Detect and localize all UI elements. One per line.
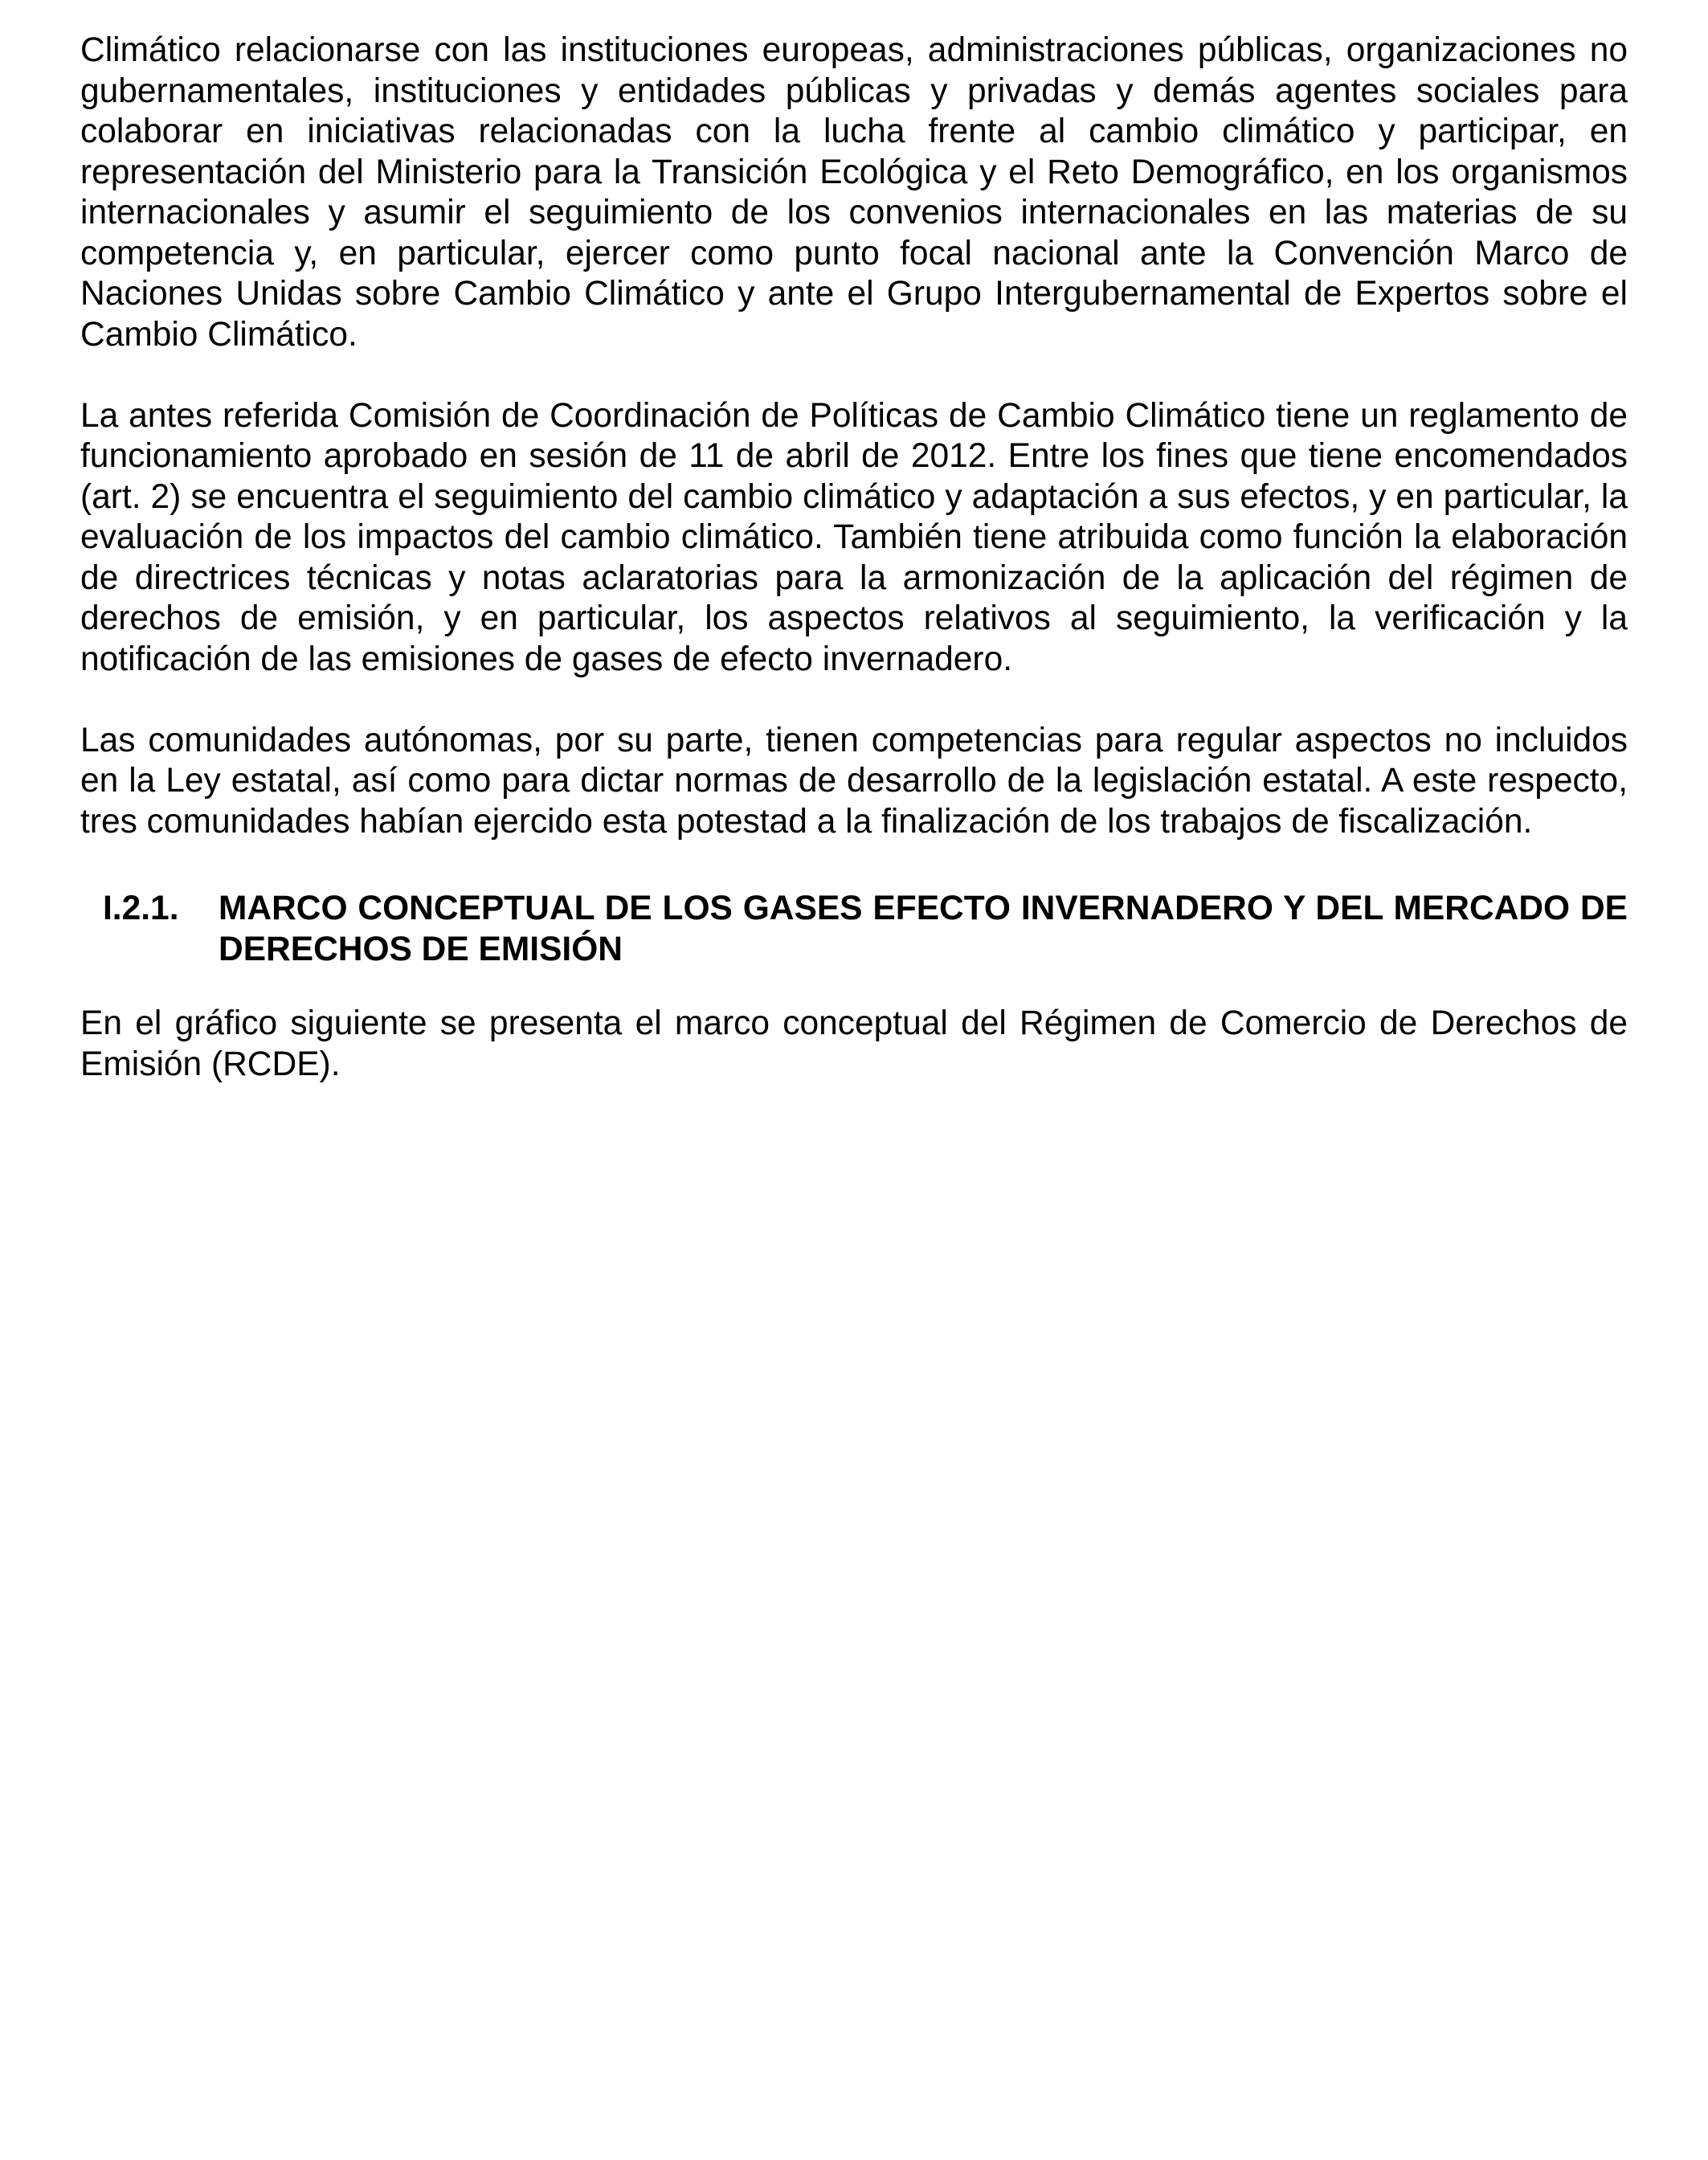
document-body [80, 31, 1628, 1126]
section-heading [80, 889, 1628, 970]
section-number: I.2.1. [103, 890, 179, 927]
paragraph-grafico: En el gráfico siguiente se presenta el marco conceptual del Régimen de Comercio de Derechos de Emisión (RCDE). [80, 1004, 1628, 1083]
section-title: MARCO CONCEPTUAL DE LOS GASES EFECTO INVERNADERO Y DEL MERCADO DE DERECHOS DE EMISIÓN [219, 890, 1628, 968]
paragraph-climatico: Climático relacionarse con las instituciones europeas, administraciones públicas, organizaciones no gubernamentales, instituciones y entidades públicas y privadas y demás agentes sociales para colaborar en iniciativas relacionadas con la lucha frente al cambio climático y participar, en representación del Ministerio para la Transición Ecológica y el Reto Demográfico, en los organismos internacionales y asumir el seguimiento de los convenios internacionales en las materias de su competencia y, en particular, ejercer como punto focal nacional ante la Convención Marco de Naciones Unidas sobre Cambio Climático y ante el Grupo Intergubernamental de Expertos sobre el Cambio Climático. [80, 31, 1628, 354]
paragraph-comunidades: Las comunidades autónomas, por su parte, tienen competencias para regular aspectos no incluidos en la Ley estatal, así como para dictar normas de desarrollo de la legislación estatal. A este respecto, tres comunidades habían ejercido esta potestad a la finalización de los trabajos de fiscalización. [80, 721, 1628, 841]
paragraph-comision: La antes referida Comisión de Coordinación de Políticas de Cambio Climático tiene un reglamento de funcionamiento aprobado en sesión de 11 de abril de 2012. Entre los fines que tiene encomendados (art. 2) se encuentra el seguimiento del cambio climático y adaptación a sus efectos, y en particular, la evaluación de los impactos del cambio climático. También tiene atribuida como función la elaboración de directrices técnicas y notas aclaratorias para la armonización de la aplicación del régimen de derechos de emisión, y en particular, los aspectos relativos al seguimiento, la verificación y la notificación de las emisiones de gases de efecto invernadero. [80, 396, 1628, 678]
